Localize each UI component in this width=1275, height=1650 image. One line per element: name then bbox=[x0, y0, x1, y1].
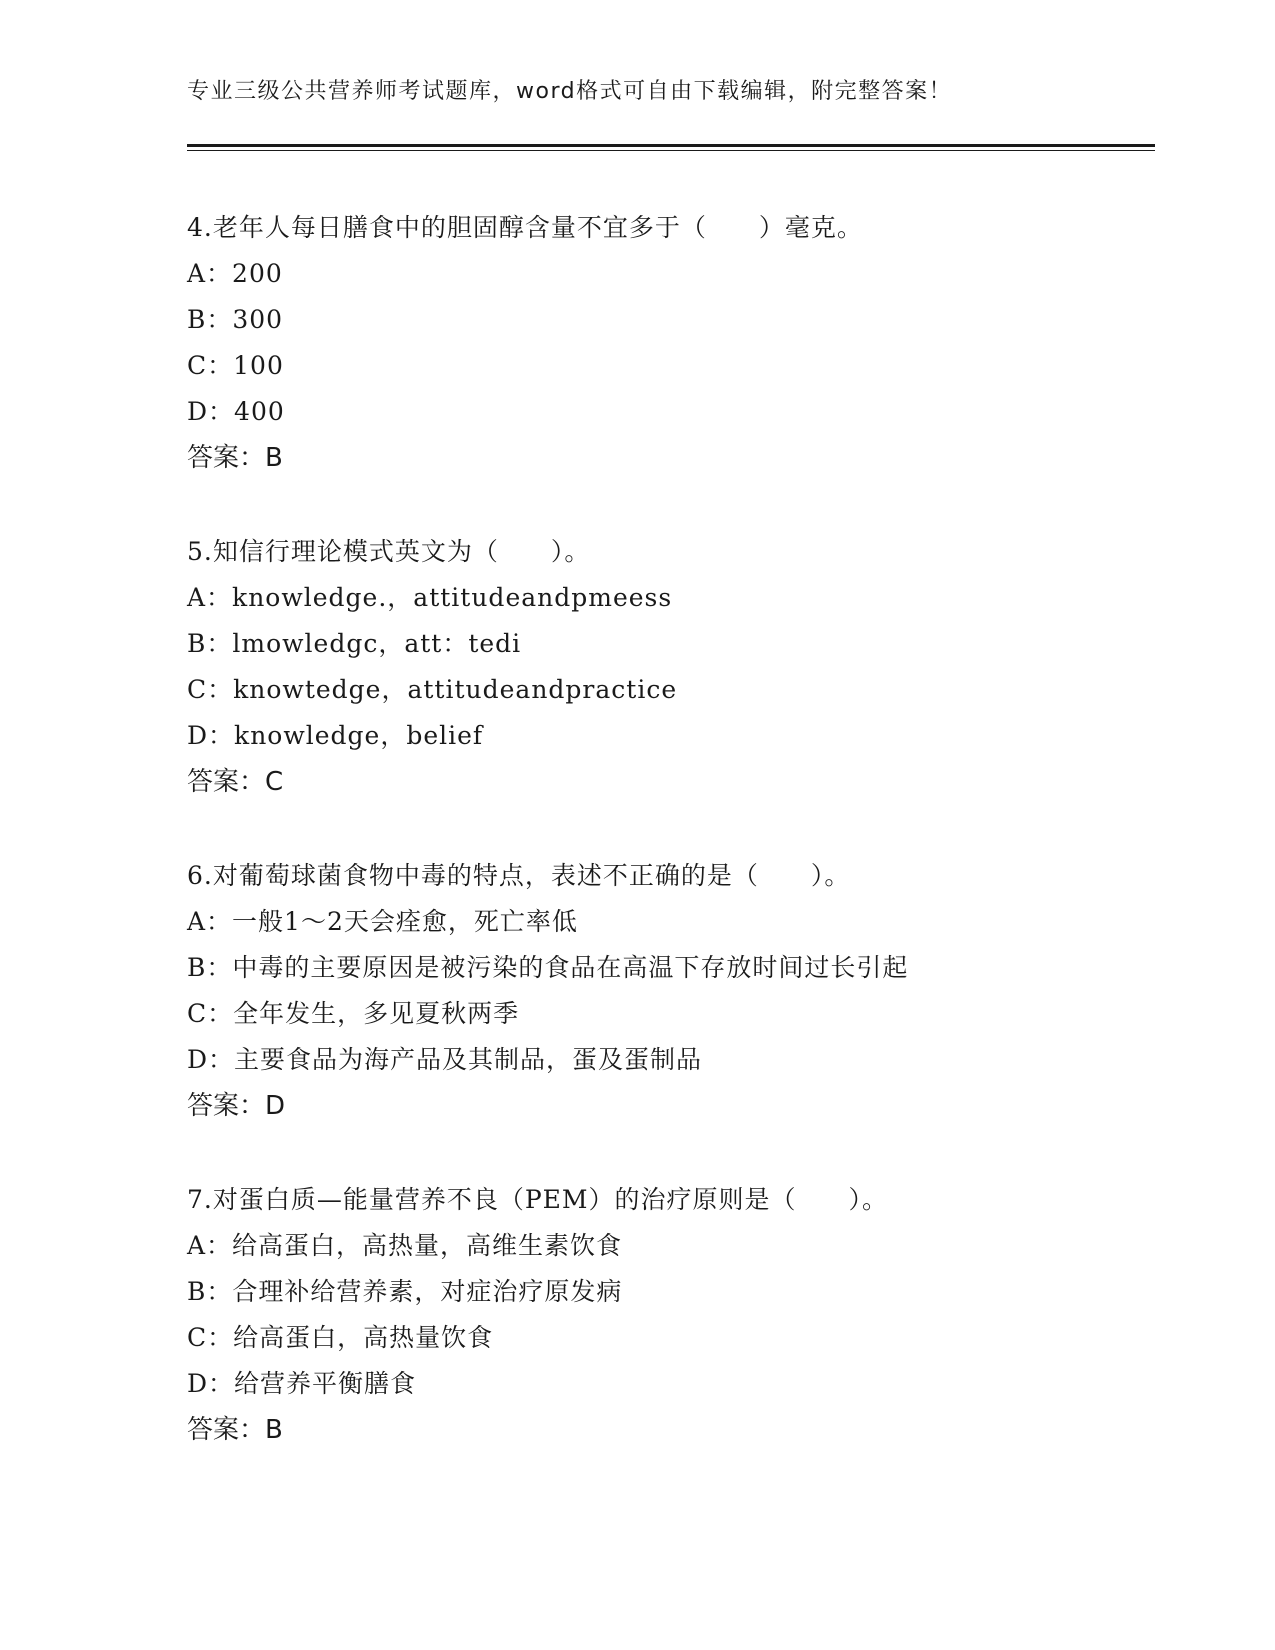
page-header-title: 专业三级公共营养师考试题库，word格式可自由下载编辑，附完整答案！ bbox=[187, 79, 953, 104]
question-option-c: C：knowtedge，attitudeandpractice bbox=[187, 675, 678, 704]
question-option-c: C：给高蛋白，高热量饮食 bbox=[187, 1323, 494, 1352]
question-option-b: B：中毒的主要原因是被污染的食品在高温下存放时间过长引起 bbox=[187, 953, 909, 982]
question-option-a: A：200 bbox=[187, 259, 283, 288]
question-item bbox=[187, 205, 1167, 481]
question-item bbox=[187, 853, 1167, 1129]
question-option-b: B：合理补给营养素，对症治疗原发病 bbox=[187, 1277, 623, 1306]
question-stem: 7.对蛋白质—能量营养不良（PEM）的治疗原则是（ ）。 bbox=[187, 1185, 889, 1214]
question-item bbox=[187, 529, 1167, 805]
question-option-c: C：100 bbox=[187, 351, 284, 380]
question-list bbox=[187, 205, 1167, 1501]
question-option-c: C：全年发生，多见夏秋两季 bbox=[187, 999, 520, 1028]
question-option-d: D：给营养平衡膳食 bbox=[187, 1369, 417, 1398]
question-option-a: A：给高蛋白，高热量，高维生素饮食 bbox=[187, 1231, 623, 1260]
question-option-d: D：knowledge，belief bbox=[187, 721, 484, 750]
question-option-d: D：主要食品为海产品及其制品，蛋及蛋制品 bbox=[187, 1045, 703, 1074]
question-stem: 4.老年人每日膳食中的胆固醇含量不宜多于（ ）毫克。 bbox=[187, 213, 863, 242]
question-stem: 5.知信行理论模式英文为（ ）。 bbox=[187, 537, 591, 566]
question-option-d: D：400 bbox=[187, 397, 285, 426]
question-answer: 答案：C bbox=[187, 767, 284, 797]
question-option-b: B：300 bbox=[187, 305, 284, 334]
question-answer: 答案：D bbox=[187, 1091, 286, 1121]
question-option-a: A：一般1～2天会痊愈，死亡率低 bbox=[187, 907, 578, 936]
question-option-a: A：knowledge.，attitudeandpmeess bbox=[187, 583, 673, 612]
header-divider-thick bbox=[187, 144, 1155, 147]
question-item bbox=[187, 1177, 1167, 1453]
header-divider-thin bbox=[187, 150, 1155, 151]
question-answer: 答案：B bbox=[187, 443, 283, 473]
question-stem: 6.对葡萄球菌食物中毒的特点，表述不正确的是（ ）。 bbox=[187, 861, 851, 890]
question-option-b: B：lmowledgc，att：tedi bbox=[187, 629, 522, 658]
question-answer: 答案：B bbox=[187, 1415, 283, 1445]
